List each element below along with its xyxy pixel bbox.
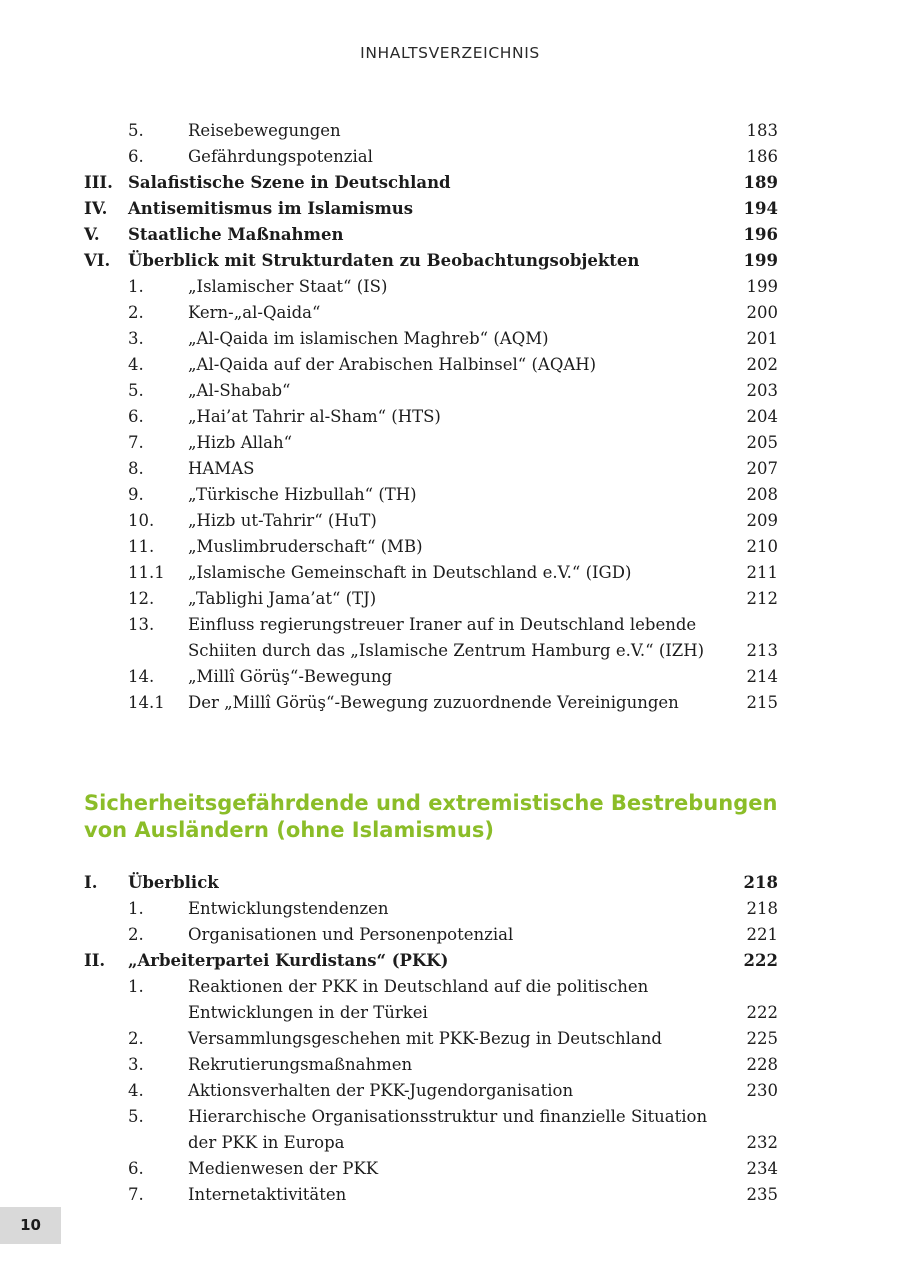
- toc-chapter-row: [84, 248, 778, 274]
- toc-entry-title: Aktionsverhalten der PKK-Jugendorganisation: [188, 1081, 574, 1100]
- toc-entry-title: „Hizb ut-Tahrir“ (HuT): [188, 511, 377, 530]
- toc-entry-page: 186: [746, 147, 778, 166]
- toc-entry-page: 234: [746, 1159, 778, 1178]
- toc-entry-title: „Al-Shabab“: [188, 381, 291, 400]
- toc-entry-number: 6.: [128, 407, 144, 426]
- toc-entry-number: 4.: [128, 355, 144, 374]
- toc-entry-number: 11.: [128, 537, 155, 556]
- running-header: INHALTSVERZEICHNIS: [360, 44, 540, 62]
- toc-entry-number: 6.: [128, 1159, 144, 1178]
- toc-entry-row: [84, 560, 778, 586]
- toc-entry-number: III.: [84, 173, 113, 192]
- toc-entry-row: [84, 1052, 778, 1078]
- toc-entry-title: Der „Millî Görüş“-Bewegung zuzuordnende Vereinigungen: [188, 693, 679, 712]
- toc-entry-title: Einfluss regierungstreuer Iraner auf in Deutschland lebende Schiiten durch das „Islamische Zentrum Hamburg e.V.“ (IZH): [188, 615, 705, 660]
- toc-entry-row: [84, 326, 778, 352]
- toc-entry-title: „Hizb Allah“: [188, 433, 293, 452]
- toc-entry-page: 201: [746, 329, 778, 348]
- toc-entry-number: 5.: [128, 1107, 144, 1126]
- section-heading-line-2: von Ausländern (ohne Islamismus): [84, 818, 494, 842]
- toc-entry-number: 7.: [128, 433, 144, 452]
- toc-entry-page: 225: [746, 1029, 778, 1048]
- toc-entry-number: 8.: [128, 459, 144, 478]
- toc-entry-page: 212: [746, 589, 778, 608]
- toc-entry-number: 1.: [128, 277, 144, 296]
- toc-entry-title: Reaktionen der PKK in Deutschland auf die politischen Entwicklungen in der Türkei: [188, 977, 649, 1022]
- toc-entry-title: „Muslimbruderschaft“ (MB): [188, 537, 423, 556]
- toc-entry-number: 14.1: [128, 693, 165, 712]
- toc-entry-row: [84, 1156, 778, 1182]
- toc-list-islamism: [84, 118, 778, 716]
- toc-entry-page: 196: [743, 225, 778, 244]
- toc-entry-number: 7.: [128, 1185, 144, 1204]
- toc-entry-row: [84, 118, 778, 144]
- toc-entry-number: 3.: [128, 329, 144, 348]
- toc-entry-page: 235: [746, 1185, 778, 1204]
- toc-entry-title: Überblick mit Strukturdaten zu Beobachtungsobjekten: [128, 251, 640, 270]
- toc-entry-title: „Arbeiterpartei Kurdistans“ (PKK): [128, 951, 449, 970]
- toc-entry-row: [84, 1182, 778, 1208]
- toc-entry-number: 4.: [128, 1081, 144, 1100]
- toc-entry-row: [84, 456, 778, 482]
- toc-entry-title: „Islamische Gemeinschaft in Deutschland e.V.“ (IGD): [188, 563, 632, 582]
- toc-entry-title: „Türkische Hizbullah“ (TH): [188, 485, 417, 504]
- toc-list-foreigners: [84, 870, 778, 1208]
- toc-entry-title: Antisemitismus im Islamismus: [128, 199, 414, 218]
- toc-entry-row: [84, 144, 778, 170]
- toc-entry-page: 222: [746, 1003, 778, 1022]
- toc-entry-number: 2.: [128, 1029, 144, 1048]
- toc-entry-title: Versammlungsgeschehen mit PKK-Bezug in Deutschland: [188, 1029, 662, 1048]
- toc-entry-number: 5.: [128, 121, 144, 140]
- toc-entry-number: 11.1: [128, 563, 165, 582]
- toc-entry-page: 183: [746, 121, 778, 140]
- toc-entry-title: „Islamischer Staat“ (IS): [188, 277, 388, 296]
- toc-entry-page: 214: [746, 667, 778, 686]
- toc-entry-page: 218: [746, 899, 778, 918]
- toc-entry-page: 200: [746, 303, 778, 322]
- toc-entry-page: 215: [746, 693, 778, 712]
- toc-entry-row: [84, 430, 778, 456]
- toc-entry-page: 209: [746, 511, 778, 530]
- toc-entry-number: 3.: [128, 1055, 144, 1074]
- toc-entry-title: HAMAS: [188, 459, 255, 478]
- toc-entry-page: 205: [746, 433, 778, 452]
- toc-entry-number: 12.: [128, 589, 155, 608]
- toc-entry-row: [84, 1078, 778, 1104]
- toc-entry-number: IV.: [84, 199, 108, 218]
- toc-entry-title: „Hai’at Tahrir al-Sham“ (HTS): [188, 407, 441, 426]
- toc-entry-page: 207: [746, 459, 778, 478]
- toc-entry-title: Rekrutierungsmaßnahmen: [188, 1055, 413, 1074]
- toc-entry-title: Hierarchische Organisationsstruktur und finanzielle Situation der PKK in Europa: [188, 1107, 708, 1152]
- toc-entry-title: „Al-Qaida im islamischen Maghreb“ (AQM): [188, 329, 549, 348]
- toc-entry-page: 189: [743, 173, 778, 192]
- toc-entry-page: 221: [746, 925, 778, 944]
- toc-entry-row: [84, 378, 778, 404]
- toc-entry-row: [84, 1026, 778, 1052]
- toc-entry-number: 14.: [128, 667, 155, 686]
- toc-entry-page: 203: [746, 381, 778, 400]
- toc-entry-number: II.: [84, 951, 106, 970]
- toc-entry-title: Staatliche Maßnahmen: [128, 225, 344, 244]
- toc-entry-page: 204: [746, 407, 778, 426]
- toc-chapter-row: [84, 196, 778, 222]
- toc-entry-number: 2.: [128, 925, 144, 944]
- toc-entry-number: 13.: [128, 615, 155, 634]
- toc-entry-row: [84, 690, 778, 716]
- toc-entry-page: 213: [746, 641, 778, 660]
- toc-entry-title: Salafistische Szene in Deutschland: [128, 173, 451, 192]
- toc-entry-page: 199: [746, 277, 778, 296]
- toc-entry-page: 211: [746, 563, 778, 582]
- toc-entry-title: Reisebewegungen: [188, 121, 341, 140]
- toc-entry-row: [84, 664, 778, 690]
- toc-entry-number: 2.: [128, 303, 144, 322]
- section-heading-line-1: Sicherheitsgefährdende und extremistische Bestrebungen: [84, 791, 778, 815]
- toc-entry-page: 230: [746, 1081, 778, 1100]
- toc-entry-title: Organisationen und Personenpotenzial: [188, 925, 514, 944]
- toc-entry-number: 5.: [128, 381, 144, 400]
- toc-entry-page: 210: [746, 537, 778, 556]
- toc-entry-page: 202: [746, 355, 778, 374]
- toc-chapter-row: [84, 948, 778, 974]
- toc-entry-row: [84, 352, 778, 378]
- section-heading: [84, 790, 784, 844]
- toc-entry-number: 1.: [128, 899, 144, 918]
- toc-entry-row: [84, 300, 778, 326]
- toc-entry-page: 222: [743, 951, 778, 970]
- toc-entry-number: 1.: [128, 977, 144, 996]
- toc-entry-row: [84, 586, 778, 612]
- toc-entry-row: [84, 274, 778, 300]
- toc-entry-title: Medienwesen der PKK: [188, 1159, 379, 1178]
- toc-chapter-row: [84, 222, 778, 248]
- toc-entry-page: 208: [746, 485, 778, 504]
- toc-entry-row: [84, 482, 778, 508]
- toc-entry-page: 194: [743, 199, 778, 218]
- toc-entry-title: „Tablighi Jama’at“ (TJ): [188, 589, 377, 608]
- toc-entry-number: I.: [84, 873, 98, 892]
- toc-entry-number: 6.: [128, 147, 144, 166]
- page-number: 10: [0, 1207, 61, 1244]
- toc-entry-row: [84, 612, 778, 664]
- toc-entry-title: Überblick: [128, 873, 219, 892]
- toc-entry-title: Kern-„al-Qaida“: [188, 303, 321, 322]
- toc-entry-page: 232: [746, 1133, 778, 1152]
- toc-entry-page: 199: [743, 251, 778, 270]
- toc-entry-page: 218: [743, 873, 778, 892]
- toc-entry-row: [84, 896, 778, 922]
- toc-entry-title: Entwicklungstendenzen: [188, 899, 389, 918]
- toc-entry-number: VI.: [84, 251, 111, 270]
- toc-entry-row: [84, 508, 778, 534]
- toc-entry-title: Gefährdungspotenzial: [188, 147, 373, 166]
- toc-entry-number: 10.: [128, 511, 155, 530]
- toc-entry-title: „Millî Görüş“-Bewegung: [188, 667, 393, 686]
- toc-entry-title: Internetaktivitäten: [188, 1185, 347, 1204]
- toc-entry-row: [84, 534, 778, 560]
- toc-entry-page: 228: [746, 1055, 778, 1074]
- toc-entry-title: „Al-Qaida auf der Arabischen Halbinsel“ (AQAH): [188, 355, 597, 374]
- toc-chapter-row: [84, 170, 778, 196]
- toc-entry-row: [84, 974, 778, 1026]
- toc-entry-number: V.: [84, 225, 100, 244]
- toc-entry-row: [84, 404, 778, 430]
- toc-entry-row: [84, 922, 778, 948]
- toc-entry-number: 9.: [128, 485, 144, 504]
- toc-entry-row: [84, 1104, 778, 1156]
- toc-chapter-row: [84, 870, 778, 896]
